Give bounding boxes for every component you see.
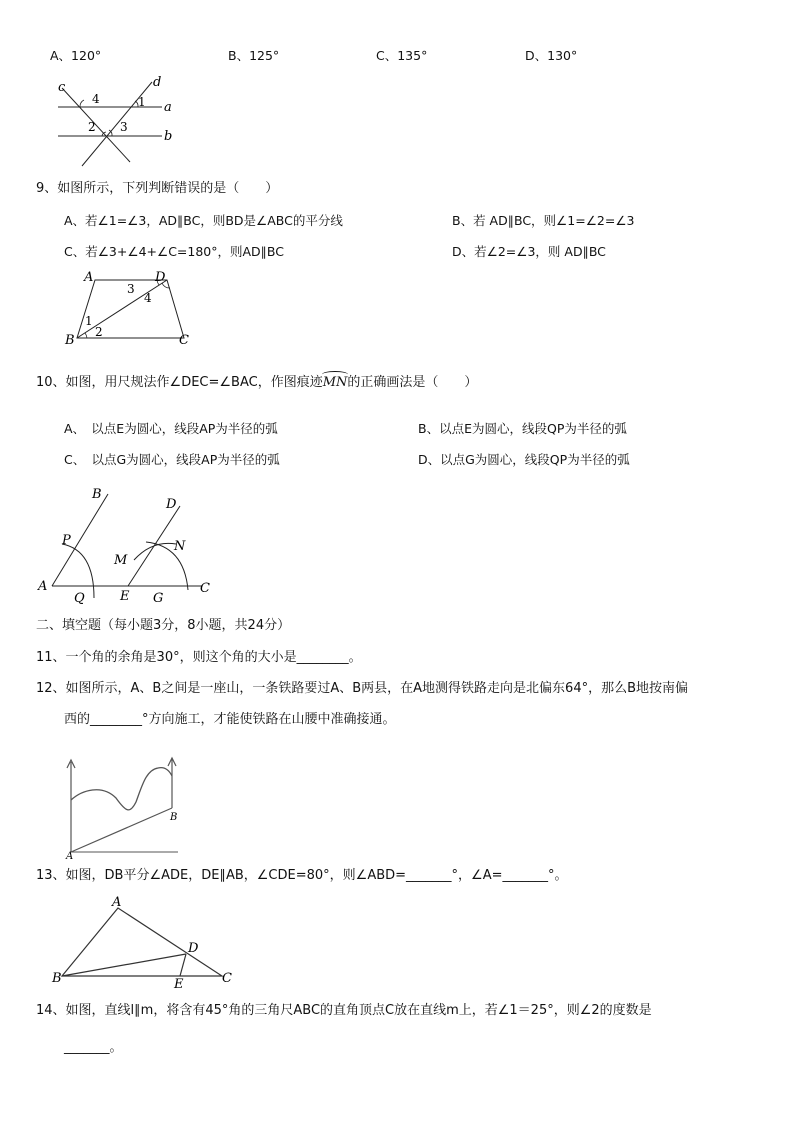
q9-option-d: D、若∠2=∠3，则 AD∥BC [452,244,606,259]
label-b: B [52,971,62,986]
label-g: G [153,591,164,606]
label-d: D [155,270,166,285]
ray-ab [52,494,108,586]
q12-line2: 西的________°方向施工，才能使铁路在山腰中准确接通。 [64,712,396,727]
q10-figure [34,486,224,604]
label-d: D [188,941,199,956]
label-b: B [92,487,102,502]
railway [71,808,172,852]
label-q: Q [74,591,85,606]
q9-option-c: C、若∠3+∠4+∠C=180°，则AD∥BC [64,244,285,259]
label-c: C [222,971,232,986]
q12-figure [62,756,190,860]
angle-1: 1 [138,95,146,109]
label-b: B [170,812,178,823]
q13-text: 13、如图，DB平分∠ADE，DE∥AB，∠CDE=80°，则∠ABD=_______°，∠A=_______°。 [36,868,568,883]
q9-figure [62,268,202,348]
label-d: d [153,75,162,90]
label-e: E [120,589,130,604]
q13-figure [50,894,240,990]
section-heading: 二、填空题（每小题3分，8小题，共24分） [36,618,291,633]
label-c: c [58,80,66,95]
q10-option-d: D、以点G为圆心，线段QP为半径的弧 [418,452,630,467]
label-c: C [200,581,210,596]
angle-3: 3 [120,120,128,134]
angle-1: 1 [85,314,93,328]
segment-de [180,954,186,976]
q12-line1: 12、如图所示，A、B之间是一座山，一条铁路要过A、B两县，在A地测得铁路走向是北偏东64°，那么B地按南偏 [36,681,689,696]
segment-bd [62,954,186,976]
q10-arc-mn: MN [322,375,348,390]
diagonal-bd [77,280,167,338]
q14-line1: 14、如图，直线l∥m，将含有45°角的三角尺ABC的直角顶点C放在直线m上，若∠1＝25°，则∠2的度数是 [36,1003,652,1018]
label-a: a [164,100,172,115]
label-c: C [179,333,189,348]
label-a: A [84,270,94,285]
q8-option-c: C、135° [376,48,428,63]
mountain-outline [71,768,172,810]
angle-4: 4 [144,291,152,305]
label-a: A [38,579,48,594]
label-b: B [65,333,75,348]
q10-option-c: C、 以点G为圆心，线段AP为半径的弧 [64,452,280,467]
q8-option-a: A、120° [50,48,102,63]
q9-stem: 9、如图所示，下列判断错误的是（ ） [36,181,279,196]
label-d: D [166,497,177,512]
angle-4: 4 [92,92,100,106]
label-a: A [112,895,122,910]
arc-pq [62,544,94,598]
q8-figure [50,74,180,170]
q8-option-d: D、130° [525,48,578,63]
q11-text: 11、一个角的余角是30°，则这个角的大小是________。 [36,650,362,665]
q9-option-a: A、若∠1=∠3，AD∥BC，则BD是∠ABC的平分线 [64,213,343,228]
label-e: E [174,977,184,992]
q10-option-b: B、以点E为圆心，线段QP为半径的弧 [418,421,627,436]
label-n: N [174,539,186,554]
angle-2: 2 [95,325,103,339]
q10-stem [36,375,477,391]
q10-stem-after: 的正确画法是（ ） [347,375,478,390]
q14-line2: _______。 [64,1040,123,1055]
label-b: b [164,129,173,144]
angle-2: 2 [88,120,96,134]
q9-option-b: B、若 AD∥BC，则∠1=∠2=∠3 [452,213,635,228]
arc-mn [134,543,176,560]
q10-option-a: A、 以点E为圆心，线段AP为半径的弧 [64,421,278,436]
q10-stem-before: 10、如图，用尺规法作∠DEC=∠BAC，作图痕迹 [36,375,323,390]
label-m: M [114,553,128,568]
label-p: P [62,533,71,548]
label-a: A [66,851,74,862]
angle-3: 3 [127,282,135,296]
q8-option-b: B、125° [228,48,280,63]
